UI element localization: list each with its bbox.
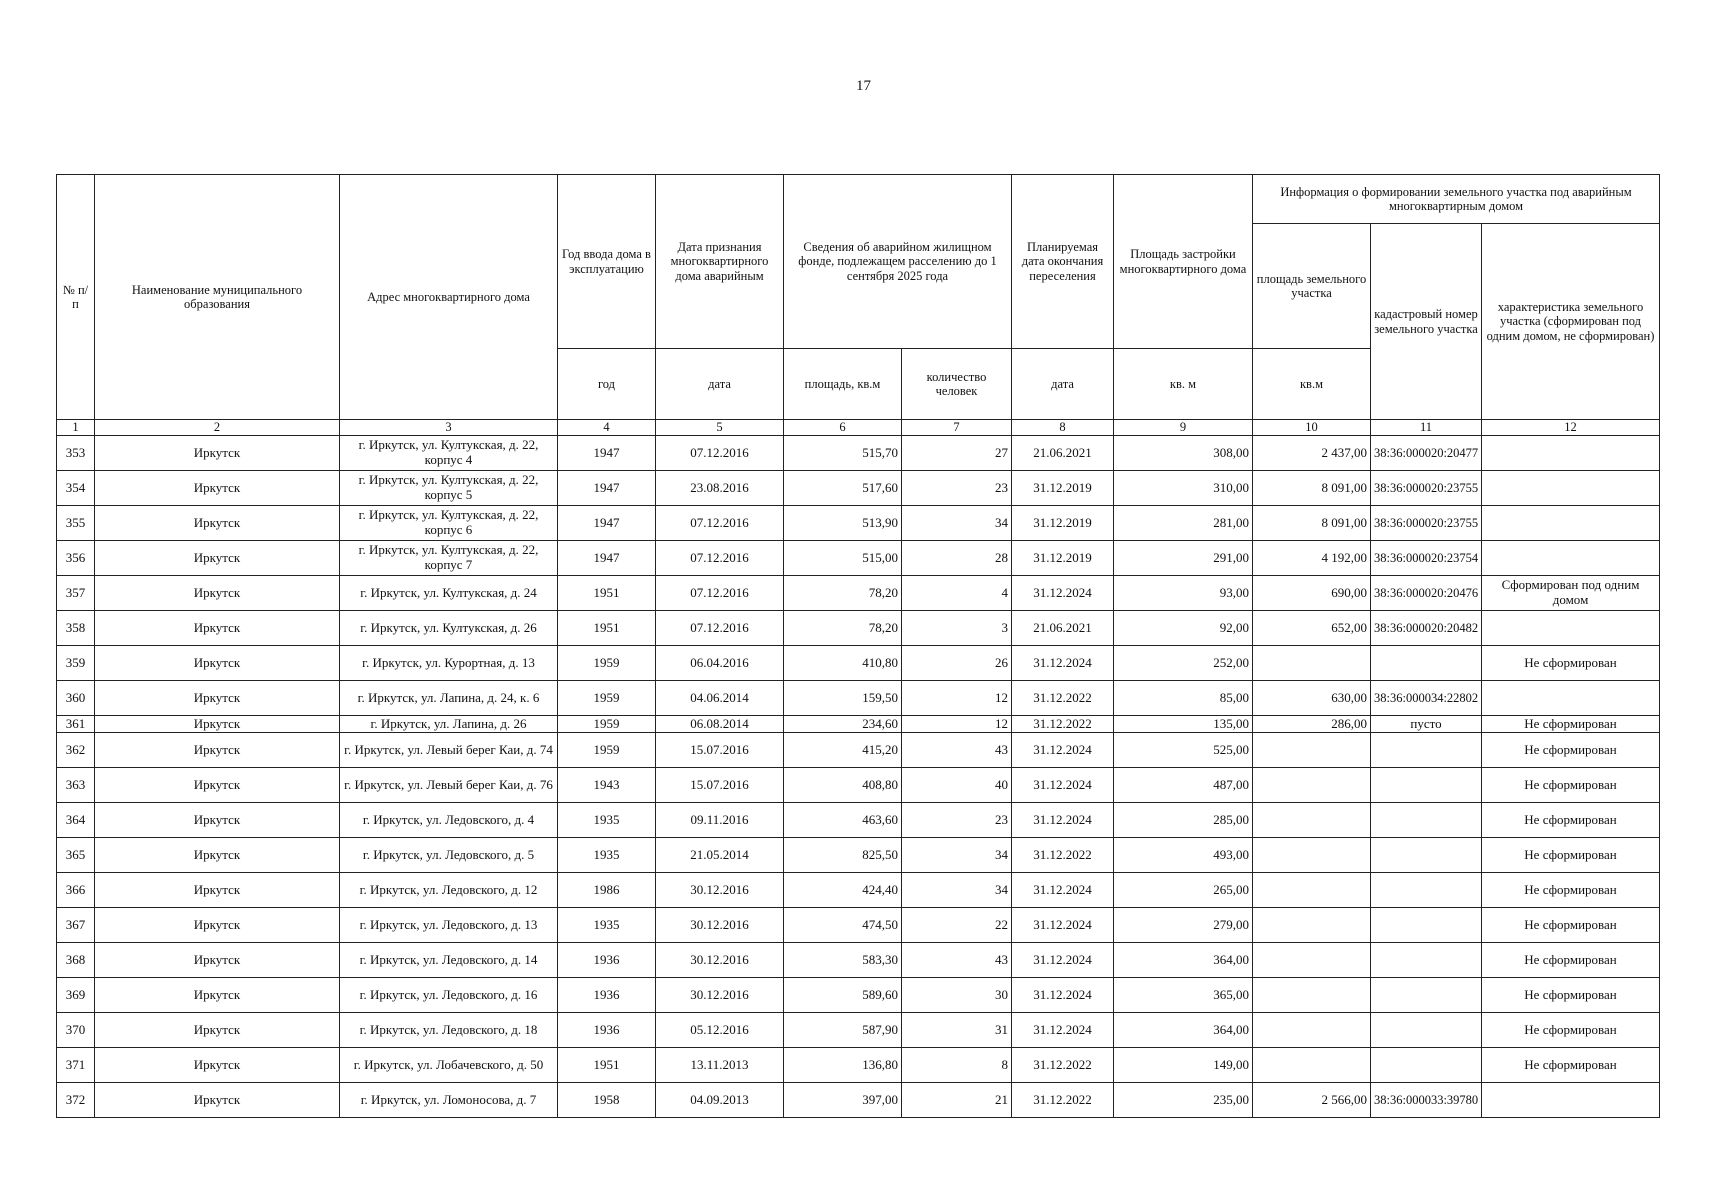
area-cell: 513,90 (784, 506, 902, 541)
people-count-cell: 30 (902, 978, 1012, 1013)
cadastral-number-cell (1371, 873, 1482, 908)
cadastral-number-cell: 38:36:000020:20477 (1371, 436, 1482, 471)
column-number: 8 (1012, 420, 1114, 436)
municipality-cell: Иркутск (95, 611, 340, 646)
recognition-date-cell: 06.04.2016 (656, 646, 784, 681)
row-number: 356 (57, 541, 95, 576)
area-cell: 408,80 (784, 768, 902, 803)
row-number: 363 (57, 768, 95, 803)
emergency-housing-table (56, 174, 1660, 1118)
row-number: 367 (57, 908, 95, 943)
municipality-cell: Иркутск (95, 436, 340, 471)
year-built-cell: 1947 (558, 436, 656, 471)
municipality-cell: Иркутск (95, 873, 340, 908)
people-count-cell: 34 (902, 506, 1012, 541)
municipality-cell: Иркутск (95, 943, 340, 978)
address-cell: г. Иркутск, ул. Лапина, д. 24, к. 6 (340, 681, 558, 716)
row-number: 358 (57, 611, 95, 646)
recognition-date-cell: 30.12.2016 (656, 873, 784, 908)
planned-date-cell: 31.12.2022 (1012, 681, 1114, 716)
municipality-cell: Иркутск (95, 1048, 340, 1083)
building-area-cell: 364,00 (1114, 1013, 1253, 1048)
address-cell: г. Иркутск, ул. Култукская, д. 22, корпус 4 (340, 436, 558, 471)
recognition-date-cell: 30.12.2016 (656, 943, 784, 978)
planned-date-cell: 31.12.2024 (1012, 908, 1114, 943)
row-number: 357 (57, 576, 95, 611)
building-area-cell: 525,00 (1114, 733, 1253, 768)
land-area-cell (1253, 943, 1371, 978)
address-cell: г. Иркутск, ул. Култукская, д. 22, корпус 5 (340, 471, 558, 506)
header-land-area: площадь земельного участка (1253, 224, 1371, 349)
table-row (57, 436, 1660, 471)
people-count-cell: 34 (902, 838, 1012, 873)
table-row (57, 576, 1660, 611)
row-number: 359 (57, 646, 95, 681)
land-area-cell (1253, 646, 1371, 681)
header-recognition-date: Дата признания многоквартирного дома аварийным (656, 175, 784, 349)
header-municipality: Наименование муниципального образования (95, 175, 340, 420)
people-count-cell: 34 (902, 873, 1012, 908)
recognition-date-cell: 07.12.2016 (656, 611, 784, 646)
address-cell: г. Иркутск, ул. Ледовского, д. 4 (340, 803, 558, 838)
address-cell: г. Иркутск, ул. Ломоносова, д. 7 (340, 1083, 558, 1118)
land-status-cell: Не сформирован (1482, 978, 1660, 1013)
planned-date-cell: 21.06.2021 (1012, 436, 1114, 471)
header-land-char: характеристика земельного участка (сформирован под одним домом, не сформирован) (1482, 224, 1660, 420)
people-count-cell: 4 (902, 576, 1012, 611)
row-number: 360 (57, 681, 95, 716)
cadastral-number-cell (1371, 943, 1482, 978)
area-cell: 515,70 (784, 436, 902, 471)
address-cell: г. Иркутск, ул. Левый берег Каи, д. 76 (340, 768, 558, 803)
row-number: 355 (57, 506, 95, 541)
table-row (57, 838, 1660, 873)
area-cell: 515,00 (784, 541, 902, 576)
people-count-cell: 23 (902, 471, 1012, 506)
column-number: 5 (656, 420, 784, 436)
area-cell: 424,40 (784, 873, 902, 908)
municipality-cell: Иркутск (95, 1083, 340, 1118)
address-cell: г. Иркутск, ул. Ледовского, д. 18 (340, 1013, 558, 1048)
row-number: 364 (57, 803, 95, 838)
year-built-cell: 1959 (558, 646, 656, 681)
row-number: 353 (57, 436, 95, 471)
recognition-date-cell: 30.12.2016 (656, 908, 784, 943)
land-status-cell: Сформирован под одним домом (1482, 576, 1660, 611)
building-area-cell: 265,00 (1114, 873, 1253, 908)
building-area-cell: 493,00 (1114, 838, 1253, 873)
table-row (57, 506, 1660, 541)
building-area-cell: 281,00 (1114, 506, 1253, 541)
people-count-cell: 31 (902, 1013, 1012, 1048)
table-row (57, 611, 1660, 646)
table-row (57, 908, 1660, 943)
land-status-cell: Не сформирован (1482, 908, 1660, 943)
year-built-cell: 1959 (558, 733, 656, 768)
municipality-cell: Иркутск (95, 1013, 340, 1048)
year-built-cell: 1936 (558, 1013, 656, 1048)
municipality-cell: Иркутск (95, 506, 340, 541)
address-cell: г. Иркутск, ул. Ледовского, д. 14 (340, 943, 558, 978)
municipality-cell: Иркутск (95, 768, 340, 803)
land-area-cell (1253, 1048, 1371, 1083)
municipality-cell: Иркутск (95, 803, 340, 838)
people-count-cell: 26 (902, 646, 1012, 681)
building-area-cell: 85,00 (1114, 681, 1253, 716)
cadastral-number-cell: пусто (1371, 716, 1482, 733)
row-number: 368 (57, 943, 95, 978)
column-number: 2 (95, 420, 340, 436)
area-cell: 410,80 (784, 646, 902, 681)
recognition-date-cell: 07.12.2016 (656, 541, 784, 576)
municipality-cell: Иркутск (95, 908, 340, 943)
address-cell: г. Иркутск, ул. Левый берег Каи, д. 74 (340, 733, 558, 768)
column-number: 9 (1114, 420, 1253, 436)
subheader-date: дата (656, 349, 784, 420)
address-cell: г. Иркутск, ул. Ледовского, д. 16 (340, 978, 558, 1013)
table-row (57, 803, 1660, 838)
building-area-cell: 291,00 (1114, 541, 1253, 576)
area-cell: 517,60 (784, 471, 902, 506)
building-area-cell: 235,00 (1114, 1083, 1253, 1118)
table-row (57, 978, 1660, 1013)
land-area-cell: 2 566,00 (1253, 1083, 1371, 1118)
land-status-cell (1482, 681, 1660, 716)
cadastral-number-cell: 38:36:000020:23755 (1371, 471, 1482, 506)
people-count-cell: 22 (902, 908, 1012, 943)
table-row (57, 681, 1660, 716)
building-area-cell: 93,00 (1114, 576, 1253, 611)
header-year-built: Год ввода дома в эксплуатацию (558, 175, 656, 349)
land-status-cell: Не сформирован (1482, 1013, 1660, 1048)
municipality-cell: Иркутск (95, 978, 340, 1013)
planned-date-cell: 31.12.2022 (1012, 1048, 1114, 1083)
recognition-date-cell: 30.12.2016 (656, 978, 784, 1013)
area-cell: 587,90 (784, 1013, 902, 1048)
address-cell: г. Иркутск, ул. Ледовского, д. 12 (340, 873, 558, 908)
header-land-info: Информация о формировании земельного участка под аварийным многоквартирным домом (1253, 175, 1660, 224)
table-row (57, 733, 1660, 768)
year-built-cell: 1951 (558, 611, 656, 646)
cadastral-number-cell (1371, 1013, 1482, 1048)
people-count-cell: 21 (902, 1083, 1012, 1118)
land-area-cell (1253, 838, 1371, 873)
land-status-cell (1482, 1083, 1660, 1118)
header-planned-date: Планируемая дата окончания переселения (1012, 175, 1114, 349)
building-area-cell: 149,00 (1114, 1048, 1253, 1083)
year-built-cell: 1936 (558, 978, 656, 1013)
cadastral-number-cell: 38:36:000020:23755 (1371, 506, 1482, 541)
municipality-cell: Иркутск (95, 681, 340, 716)
year-built-cell: 1947 (558, 506, 656, 541)
land-status-cell: Не сформирован (1482, 1048, 1660, 1083)
planned-date-cell: 31.12.2024 (1012, 943, 1114, 978)
municipality-cell: Иркутск (95, 733, 340, 768)
recognition-date-cell: 13.11.2013 (656, 1048, 784, 1083)
land-area-cell: 690,00 (1253, 576, 1371, 611)
land-area-cell (1253, 908, 1371, 943)
address-cell: г. Иркутск, ул. Ледовского, д. 13 (340, 908, 558, 943)
address-cell: г. Иркутск, ул. Култукская, д. 26 (340, 611, 558, 646)
recognition-date-cell: 04.09.2013 (656, 1083, 784, 1118)
land-area-cell (1253, 873, 1371, 908)
table-row (57, 1048, 1660, 1083)
area-cell: 463,60 (784, 803, 902, 838)
year-built-cell: 1959 (558, 681, 656, 716)
row-number: 366 (57, 873, 95, 908)
people-count-cell: 27 (902, 436, 1012, 471)
recognition-date-cell: 06.08.2014 (656, 716, 784, 733)
header-building-area: Площадь застройки многоквартирного дома (1114, 175, 1253, 349)
column-number: 6 (784, 420, 902, 436)
land-area-cell (1253, 733, 1371, 768)
cadastral-number-cell: 38:36:000020:20476 (1371, 576, 1482, 611)
planned-date-cell: 31.12.2024 (1012, 873, 1114, 908)
recognition-date-cell: 15.07.2016 (656, 768, 784, 803)
land-area-cell: 286,00 (1253, 716, 1371, 733)
building-area-cell: 310,00 (1114, 471, 1253, 506)
address-cell: г. Иркутск, ул. Лобачевского, д. 50 (340, 1048, 558, 1083)
year-built-cell: 1936 (558, 943, 656, 978)
address-cell: г. Иркутск, ул. Култукская, д. 22, корпус 7 (340, 541, 558, 576)
subheader-plan-date: дата (1012, 349, 1114, 420)
building-area-cell: 308,00 (1114, 436, 1253, 471)
header-cadastral: кадастровый номер земельного участка (1371, 224, 1482, 420)
people-count-cell: 23 (902, 803, 1012, 838)
land-status-cell: Не сформирован (1482, 838, 1660, 873)
column-number: 12 (1482, 420, 1660, 436)
planned-date-cell: 31.12.2019 (1012, 541, 1114, 576)
area-cell: 589,60 (784, 978, 902, 1013)
page-number: 17 (856, 78, 871, 94)
planned-date-cell: 31.12.2019 (1012, 471, 1114, 506)
cadastral-number-cell (1371, 733, 1482, 768)
land-area-cell: 4 192,00 (1253, 541, 1371, 576)
planned-date-cell: 21.06.2021 (1012, 611, 1114, 646)
recognition-date-cell: 15.07.2016 (656, 733, 784, 768)
planned-date-cell: 31.12.2024 (1012, 803, 1114, 838)
row-number: 371 (57, 1048, 95, 1083)
recognition-date-cell: 21.05.2014 (656, 838, 784, 873)
table-row (57, 1083, 1660, 1118)
cadastral-number-cell (1371, 1048, 1482, 1083)
area-cell: 78,20 (784, 611, 902, 646)
land-status-cell (1482, 436, 1660, 471)
cadastral-number-cell: 38:36:000034:22802 (1371, 681, 1482, 716)
people-count-cell: 43 (902, 733, 1012, 768)
recognition-date-cell: 05.12.2016 (656, 1013, 784, 1048)
address-cell: г. Иркутск, ул. Курортная, д. 13 (340, 646, 558, 681)
year-built-cell: 1943 (558, 768, 656, 803)
people-count-cell: 12 (902, 716, 1012, 733)
table-row (57, 943, 1660, 978)
land-status-cell: Не сформирован (1482, 716, 1660, 733)
table-row (57, 541, 1660, 576)
area-cell: 415,20 (784, 733, 902, 768)
row-number: 370 (57, 1013, 95, 1048)
cadastral-number-cell (1371, 908, 1482, 943)
planned-date-cell: 31.12.2024 (1012, 576, 1114, 611)
area-cell: 136,80 (784, 1048, 902, 1083)
land-status-cell: Не сформирован (1482, 768, 1660, 803)
area-cell: 583,30 (784, 943, 902, 978)
land-status-cell (1482, 611, 1660, 646)
row-number: 365 (57, 838, 95, 873)
address-cell: г. Иркутск, ул. Култукская, д. 24 (340, 576, 558, 611)
column-number: 10 (1253, 420, 1371, 436)
row-number: 369 (57, 978, 95, 1013)
year-built-cell: 1959 (558, 716, 656, 733)
year-built-cell: 1935 (558, 838, 656, 873)
cadastral-number-cell (1371, 768, 1482, 803)
land-status-cell: Не сформирован (1482, 803, 1660, 838)
subheader-sqm-land: кв.м (1253, 349, 1371, 420)
column-number: 3 (340, 420, 558, 436)
people-count-cell: 28 (902, 541, 1012, 576)
cadastral-number-cell: 38:36:000033:39780 (1371, 1083, 1482, 1118)
area-cell: 159,50 (784, 681, 902, 716)
land-area-cell (1253, 1013, 1371, 1048)
land-area-cell: 652,00 (1253, 611, 1371, 646)
address-cell: г. Иркутск, ул. Култукская, д. 22, корпус 6 (340, 506, 558, 541)
people-count-cell: 12 (902, 681, 1012, 716)
area-cell: 474,50 (784, 908, 902, 943)
land-area-cell: 8 091,00 (1253, 471, 1371, 506)
column-number-row (57, 420, 1660, 436)
building-area-cell: 364,00 (1114, 943, 1253, 978)
header-emergency-info: Сведения об аварийном жилищном фонде, подлежащем расселению до 1 сентября 2025 года (784, 175, 1012, 349)
subheader-year: год (558, 349, 656, 420)
land-status-cell (1482, 541, 1660, 576)
column-number: 1 (57, 420, 95, 436)
building-area-cell: 279,00 (1114, 908, 1253, 943)
area-cell: 397,00 (784, 1083, 902, 1118)
year-built-cell: 1958 (558, 1083, 656, 1118)
planned-date-cell: 31.12.2024 (1012, 978, 1114, 1013)
table-row (57, 873, 1660, 908)
table-body (57, 436, 1660, 1118)
row-number: 372 (57, 1083, 95, 1118)
year-built-cell: 1986 (558, 873, 656, 908)
people-count-cell: 40 (902, 768, 1012, 803)
area-cell: 825,50 (784, 838, 902, 873)
cadastral-number-cell (1371, 803, 1482, 838)
cadastral-number-cell: 38:36:000020:20482 (1371, 611, 1482, 646)
municipality-cell: Иркутск (95, 646, 340, 681)
recognition-date-cell: 09.11.2016 (656, 803, 784, 838)
land-area-cell: 630,00 (1253, 681, 1371, 716)
header-address: Адрес многоквартирного дома (340, 175, 558, 420)
land-area-cell (1253, 978, 1371, 1013)
table-row (57, 716, 1660, 733)
year-built-cell: 1935 (558, 908, 656, 943)
table-row (57, 471, 1660, 506)
recognition-date-cell: 23.08.2016 (656, 471, 784, 506)
people-count-cell: 3 (902, 611, 1012, 646)
land-status-cell (1482, 471, 1660, 506)
year-built-cell: 1951 (558, 576, 656, 611)
table-row (57, 1013, 1660, 1048)
people-count-cell: 8 (902, 1048, 1012, 1083)
subheader-people: количество человек (902, 349, 1012, 420)
planned-date-cell: 31.12.2019 (1012, 506, 1114, 541)
building-area-cell: 487,00 (1114, 768, 1253, 803)
subheader-sqm: кв. м (1114, 349, 1253, 420)
land-status-cell: Не сформирован (1482, 943, 1660, 978)
planned-date-cell: 31.12.2024 (1012, 733, 1114, 768)
land-area-cell: 8 091,00 (1253, 506, 1371, 541)
land-area-cell (1253, 803, 1371, 838)
planned-date-cell: 31.12.2024 (1012, 646, 1114, 681)
recognition-date-cell: 07.12.2016 (656, 436, 784, 471)
year-built-cell: 1947 (558, 541, 656, 576)
row-number: 361 (57, 716, 95, 733)
planned-date-cell: 31.12.2022 (1012, 1083, 1114, 1118)
subheader-area: площадь, кв.м (784, 349, 902, 420)
cadastral-number-cell: 38:36:000020:23754 (1371, 541, 1482, 576)
header-num: № п/п (57, 175, 95, 420)
municipality-cell: Иркутск (95, 576, 340, 611)
table-row (57, 768, 1660, 803)
planned-date-cell: 31.12.2022 (1012, 716, 1114, 733)
cadastral-number-cell (1371, 978, 1482, 1013)
municipality-cell: Иркутск (95, 541, 340, 576)
land-area-cell: 2 437,00 (1253, 436, 1371, 471)
recognition-date-cell: 04.06.2014 (656, 681, 784, 716)
land-status-cell: Не сформирован (1482, 733, 1660, 768)
row-number: 354 (57, 471, 95, 506)
land-status-cell: Не сформирован (1482, 873, 1660, 908)
address-cell: г. Иркутск, ул. Лапина, д. 26 (340, 716, 558, 733)
building-area-cell: 365,00 (1114, 978, 1253, 1013)
recognition-date-cell: 07.12.2016 (656, 576, 784, 611)
building-area-cell: 252,00 (1114, 646, 1253, 681)
land-area-cell (1253, 768, 1371, 803)
people-count-cell: 43 (902, 943, 1012, 978)
municipality-cell: Иркутск (95, 716, 340, 733)
address-cell: г. Иркутск, ул. Ледовского, д. 5 (340, 838, 558, 873)
column-number: 4 (558, 420, 656, 436)
year-built-cell: 1935 (558, 803, 656, 838)
planned-date-cell: 31.12.2024 (1012, 768, 1114, 803)
area-cell: 234,60 (784, 716, 902, 733)
building-area-cell: 135,00 (1114, 716, 1253, 733)
planned-date-cell: 31.12.2022 (1012, 838, 1114, 873)
building-area-cell: 92,00 (1114, 611, 1253, 646)
planned-date-cell: 31.12.2024 (1012, 1013, 1114, 1048)
land-status-cell (1482, 506, 1660, 541)
recognition-date-cell: 07.12.2016 (656, 506, 784, 541)
cadastral-number-cell (1371, 646, 1482, 681)
municipality-cell: Иркутск (95, 838, 340, 873)
row-number: 362 (57, 733, 95, 768)
column-number: 7 (902, 420, 1012, 436)
cadastral-number-cell (1371, 838, 1482, 873)
column-number: 11 (1371, 420, 1482, 436)
year-built-cell: 1951 (558, 1048, 656, 1083)
building-area-cell: 285,00 (1114, 803, 1253, 838)
year-built-cell: 1947 (558, 471, 656, 506)
land-status-cell: Не сформирован (1482, 646, 1660, 681)
area-cell: 78,20 (784, 576, 902, 611)
table-row (57, 646, 1660, 681)
municipality-cell: Иркутск (95, 471, 340, 506)
